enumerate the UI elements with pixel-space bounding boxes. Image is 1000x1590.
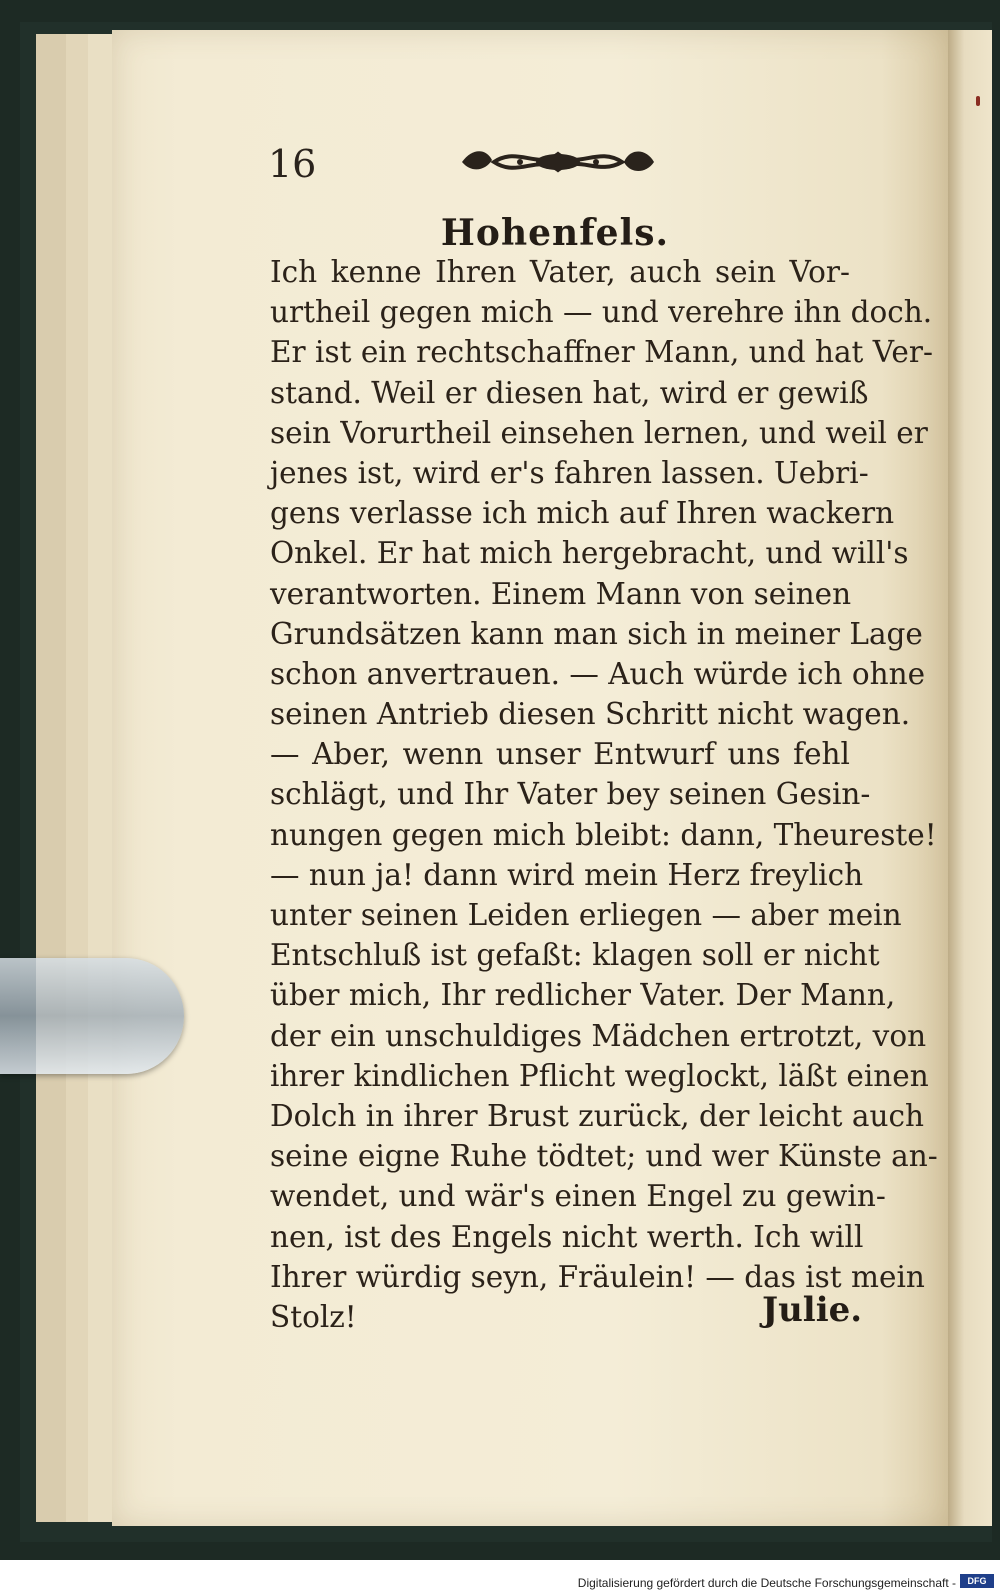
text-line: nungen gegen mich bleibt: dann, Theureste! <box>270 817 937 852</box>
text-line: Entschluß ist gefaßt: klagen soll er nicht <box>270 938 880 973</box>
text-line: gens verlasse ich mich auf Ihren wackern <box>270 496 895 531</box>
text-line: verantworten. Einem Mann von seinen <box>270 576 852 611</box>
ornament-icon <box>458 140 658 184</box>
catchword: Julie. <box>762 1290 863 1330</box>
dfg-logo: DFG <box>960 1574 994 1588</box>
text-line: nen, ist des Engels nicht werth. Ich will <box>270 1219 864 1254</box>
text-line: Er ist ein rechtschaffner Mann, und hat Ver- <box>270 335 933 370</box>
text-line: jenes ist, wird er's fahren lassen. Uebri- <box>270 455 869 490</box>
text-line: seine eigne Ruhe tödtet; und wer Künste an- <box>270 1139 938 1174</box>
text-line: ihrer kindlichen Pflicht weglockt, läßt einen <box>270 1058 929 1093</box>
text-line: unter seinen Leiden erliegen — aber mein <box>270 898 902 932</box>
text-line: schlägt, und Ihr Vater bey seinen Gesin- <box>270 777 871 812</box>
text-line: Dolch in ihrer Brust zurück, der leicht auch <box>270 1098 924 1133</box>
text-line: — Aber, wenn unser Entwurf uns fehl <box>270 737 850 772</box>
text-line: Onkel. Er hat mich hergebracht, und will's <box>270 536 909 571</box>
text-line: schon anvertrauen. — Auch würde ich ohne <box>270 656 926 691</box>
text-line: über mich, Ihr redlicher Vater. Der Mann, <box>270 978 896 1013</box>
speaker-heading: Hohenfels. <box>440 212 670 254</box>
glass-clip <box>0 958 184 1074</box>
text-line: Grundsätzen kann man sich in meiner Lage <box>270 616 923 651</box>
text-line: stand. Weil er diesen hat, wird er gewiß <box>270 375 869 410</box>
text-line: sein Vorurtheil einsehen lernen, und weil er <box>270 415 928 450</box>
footer-credit: Digitalisierung gefördert durch die Deutsche Forschungsgemeinschaft - <box>577 1576 956 1590</box>
text-line: — nun ja! dann wird mein Herz freylich <box>270 857 864 892</box>
facing-page-edge <box>946 30 992 1526</box>
text-line: urtheil gegen mich — und verehre ihn doch. <box>270 295 933 330</box>
page-edge <box>88 34 115 1522</box>
page-number: 16 <box>268 142 317 186</box>
body-text <box>270 252 938 1337</box>
page-edge <box>66 34 89 1522</box>
text-line: wendet, und wär's einen Engel zu gewin- <box>270 1179 886 1214</box>
text-line: Stolz! <box>270 1299 357 1334</box>
red-mark <box>976 96 980 106</box>
text-line: seinen Antrieb diesen Schritt nicht wagen. <box>270 697 911 732</box>
page-edge <box>36 34 67 1522</box>
text-line: der ein unschuldiges Mädchen ertrotzt, von <box>270 1018 927 1053</box>
text-line: Ihrer würdig seyn, Fräulein! — das ist mein <box>270 1259 925 1294</box>
text-line: Ich kenne Ihren Vater, auch sein Vor- <box>270 255 850 289</box>
